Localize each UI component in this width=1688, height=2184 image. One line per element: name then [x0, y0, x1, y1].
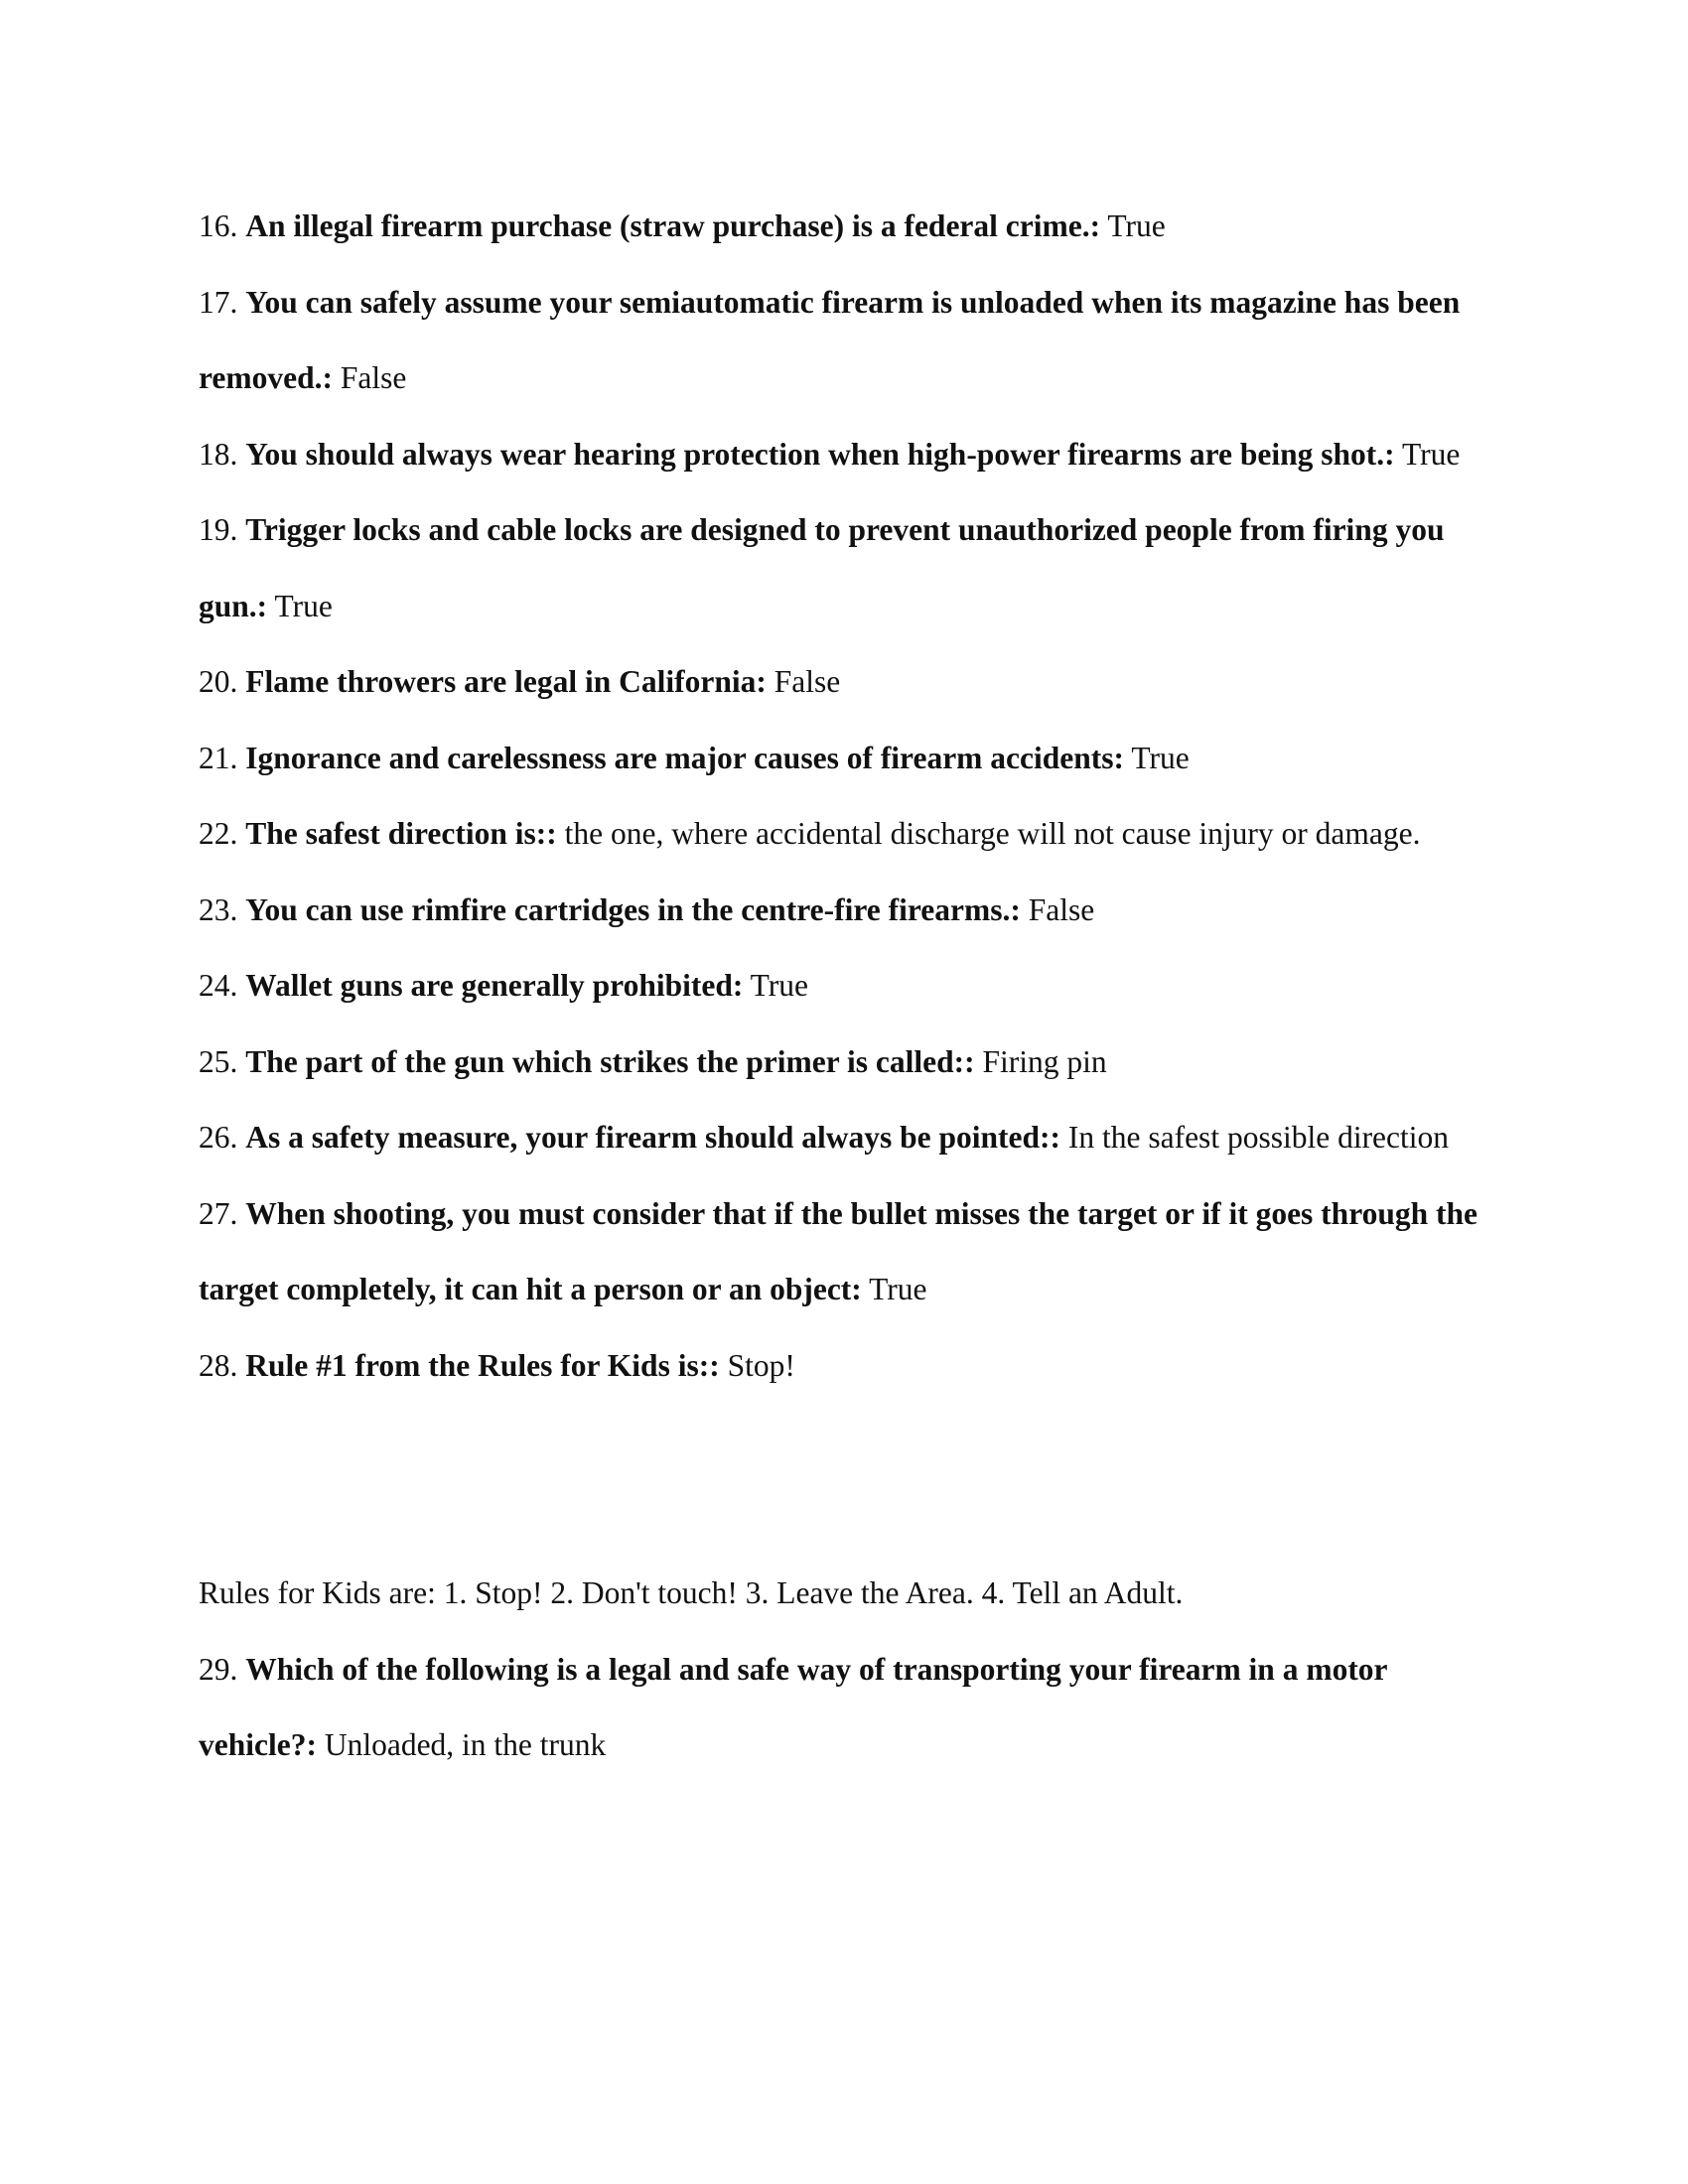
- answer-text: True: [1401, 436, 1461, 472]
- question-item: [199, 948, 1489, 1024]
- question-number: 19.: [199, 512, 238, 547]
- question-item: [199, 492, 1489, 644]
- question-text: Trigger locks and cable locks are designed to prevent unauthorized people from firing you gun.:: [199, 512, 1445, 623]
- answer-text: Unloaded, in the trunk: [324, 1727, 607, 1762]
- answer-text: True: [1107, 208, 1166, 243]
- question-text: Ignorance and carelessness are major causes of firearm accidents:: [245, 740, 1125, 775]
- question-item: [199, 644, 1489, 721]
- question-item: [199, 417, 1489, 493]
- question-item: [199, 1100, 1489, 1176]
- answer-text: True: [869, 1272, 927, 1306]
- question-text: Rule #1 from the Rules for Kids is::: [245, 1347, 720, 1383]
- question-text: You can safely assume your semiautomatic firearm is unloaded when its magazine has been removed.:: [199, 284, 1461, 395]
- answer-text: Stop!: [727, 1347, 795, 1383]
- question-number: 17.: [199, 284, 238, 320]
- question-text: You can use rimfire cartridges in the centre-fire firearms.:: [245, 891, 1021, 927]
- question-item: [199, 796, 1489, 873]
- question-text: An illegal firearm purchase (straw purchase) is a federal crime.:: [245, 208, 1101, 243]
- answer-text: False: [774, 664, 841, 699]
- question-number: 26.: [199, 1120, 238, 1155]
- question-item: [199, 1328, 1489, 1405]
- question-number: 24.: [199, 968, 238, 1003]
- question-number: 28.: [199, 1347, 238, 1383]
- question-number: 25.: [199, 1043, 238, 1079]
- answer-text: False: [1028, 891, 1095, 927]
- question-text: You should always wear hearing protection when high-power firearms are being shot.:: [245, 436, 1395, 472]
- question-text: The safest direction is::: [245, 816, 557, 851]
- question-number: 27.: [199, 1195, 238, 1231]
- question-number: 18.: [199, 436, 238, 472]
- question-number: 21.: [199, 740, 238, 775]
- question-item: [199, 721, 1489, 797]
- answer-text: In the safest possible direction: [1067, 1120, 1450, 1155]
- question-text: The part of the gun which strikes the primer is called::: [245, 1043, 975, 1079]
- question-item: [199, 1024, 1489, 1101]
- question-number: 23.: [199, 891, 238, 927]
- answer-text: the one, where accidental discharge will not cause injury or damage.: [564, 816, 1421, 851]
- answer-text: True: [274, 588, 333, 623]
- question-number: 20.: [199, 664, 238, 699]
- question-text: When shooting, you must consider that if the bullet misses the target or if it goes through the target completely, it can hit a person or an object:: [199, 1195, 1478, 1306]
- section-spacer: [199, 1404, 1489, 1556]
- rules-for-kids-note: Rules for Kids are: 1. Stop! 2. Don't touch! 3. Leave the Area. 4. Tell an Adult.: [199, 1575, 1184, 1610]
- question-text: Wallet guns are generally prohibited:: [245, 968, 744, 1003]
- document-page: [199, 189, 1489, 1784]
- question-item: [199, 1632, 1489, 1784]
- question-number: 29.: [199, 1651, 238, 1687]
- question-list: [199, 189, 1489, 1404]
- question-text: Which of the following is a legal and safe way of transporting your firearm in a motor vehicle?:: [199, 1651, 1387, 1762]
- answer-text: Firing pin: [982, 1043, 1107, 1079]
- question-item: [199, 873, 1489, 949]
- answer-text: True: [750, 968, 809, 1003]
- question-item: [199, 189, 1489, 265]
- question-text: Flame throwers are legal in California:: [245, 664, 767, 699]
- question-item: [199, 265, 1489, 417]
- question-number: 22.: [199, 816, 238, 851]
- question-text: As a safety measure, your firearm should always be pointed::: [245, 1120, 1060, 1155]
- question-list-continued: [199, 1632, 1489, 1784]
- answer-text: True: [1131, 740, 1190, 775]
- question-item: [199, 1176, 1489, 1328]
- question-number: 16.: [199, 208, 238, 243]
- answer-text: False: [340, 360, 407, 395]
